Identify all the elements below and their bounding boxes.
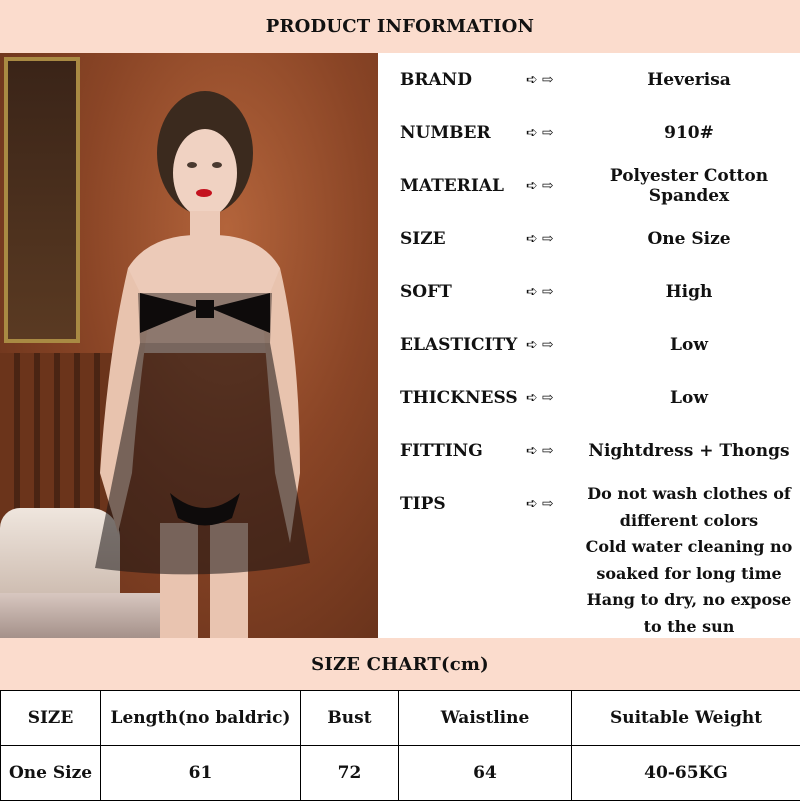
tips-text: [578, 481, 800, 640]
spec-label: MATERIAL: [400, 176, 504, 196]
spec-label: NUMBER: [400, 123, 491, 143]
arrow-icons: ➪⇨: [526, 443, 557, 459]
arrow-icons: ➪⇨: [526, 125, 557, 141]
spec-label: THICKNESS: [400, 388, 518, 408]
spec-row-soft: [378, 265, 800, 318]
arrow-icons: ➪⇨: [526, 178, 557, 194]
size-chart-banner: [0, 638, 800, 690]
arrow-icons: ➪⇨: [526, 231, 557, 247]
spec-label: SIZE: [400, 229, 446, 249]
spec-value: Low: [578, 388, 800, 408]
arrow-icons: ➪⇨: [526, 284, 557, 300]
spec-label: FITTING: [400, 441, 483, 461]
tips-line: Do not wash clothes of different colors: [578, 481, 800, 534]
spec-row-material: [378, 159, 800, 212]
size-chart-table: [0, 690, 800, 801]
spec-row-thickness: [378, 371, 800, 424]
spec-value: High: [578, 282, 800, 302]
spec-label: BRAND: [400, 70, 472, 90]
spec-value: Low: [578, 335, 800, 355]
table-cell: 64: [399, 746, 572, 801]
arrow-icons: ➪⇨: [526, 337, 557, 353]
spec-value: One Size: [578, 229, 800, 249]
arrow-icons: ➪⇨: [526, 496, 557, 512]
tips-line: Hang to dry, no expose to the sun: [578, 587, 800, 640]
spec-value: 910#: [578, 123, 800, 143]
spec-value: Nightdress + Thongs: [578, 441, 800, 461]
spec-label: ELASTICITY: [400, 335, 517, 355]
table-header-cell: Length(no baldric): [101, 691, 301, 746]
tips-line: Cold water cleaning no soaked for long time: [578, 534, 800, 587]
table-cell: 40-65KG: [572, 746, 800, 801]
table-header-row: [1, 691, 800, 746]
banner-title: PRODUCT INFORMATION: [266, 16, 534, 37]
spec-value: Heverisa: [578, 70, 800, 90]
model-figure-illustration: [0, 53, 378, 638]
table-header-cell: Suitable Weight: [572, 691, 800, 746]
spec-label: SOFT: [400, 282, 452, 302]
table-header-cell: Bust: [301, 691, 399, 746]
size-chart-title: SIZE CHART(cm): [311, 654, 489, 675]
spec-row-brand: [378, 53, 800, 106]
table-cell: 61: [101, 746, 301, 801]
spec-label: TIPS: [400, 494, 446, 514]
spec-row-fitting: [378, 424, 800, 477]
spec-value: Polyester Cotton Spandex: [578, 166, 800, 206]
spec-row-number: [378, 106, 800, 159]
spec-row-elasticity: [378, 318, 800, 371]
product-information-banner: [0, 0, 800, 53]
table-cell: One Size: [1, 746, 101, 801]
arrow-icons: ➪⇨: [526, 72, 557, 88]
spec-row-size: [378, 212, 800, 265]
arrow-icons: ➪⇨: [526, 390, 557, 406]
product-photo: [0, 53, 378, 638]
table-header-cell: SIZE: [1, 691, 101, 746]
table-header-cell: Waistline: [399, 691, 572, 746]
table-row: [1, 746, 800, 801]
table-cell: 72: [301, 746, 399, 801]
